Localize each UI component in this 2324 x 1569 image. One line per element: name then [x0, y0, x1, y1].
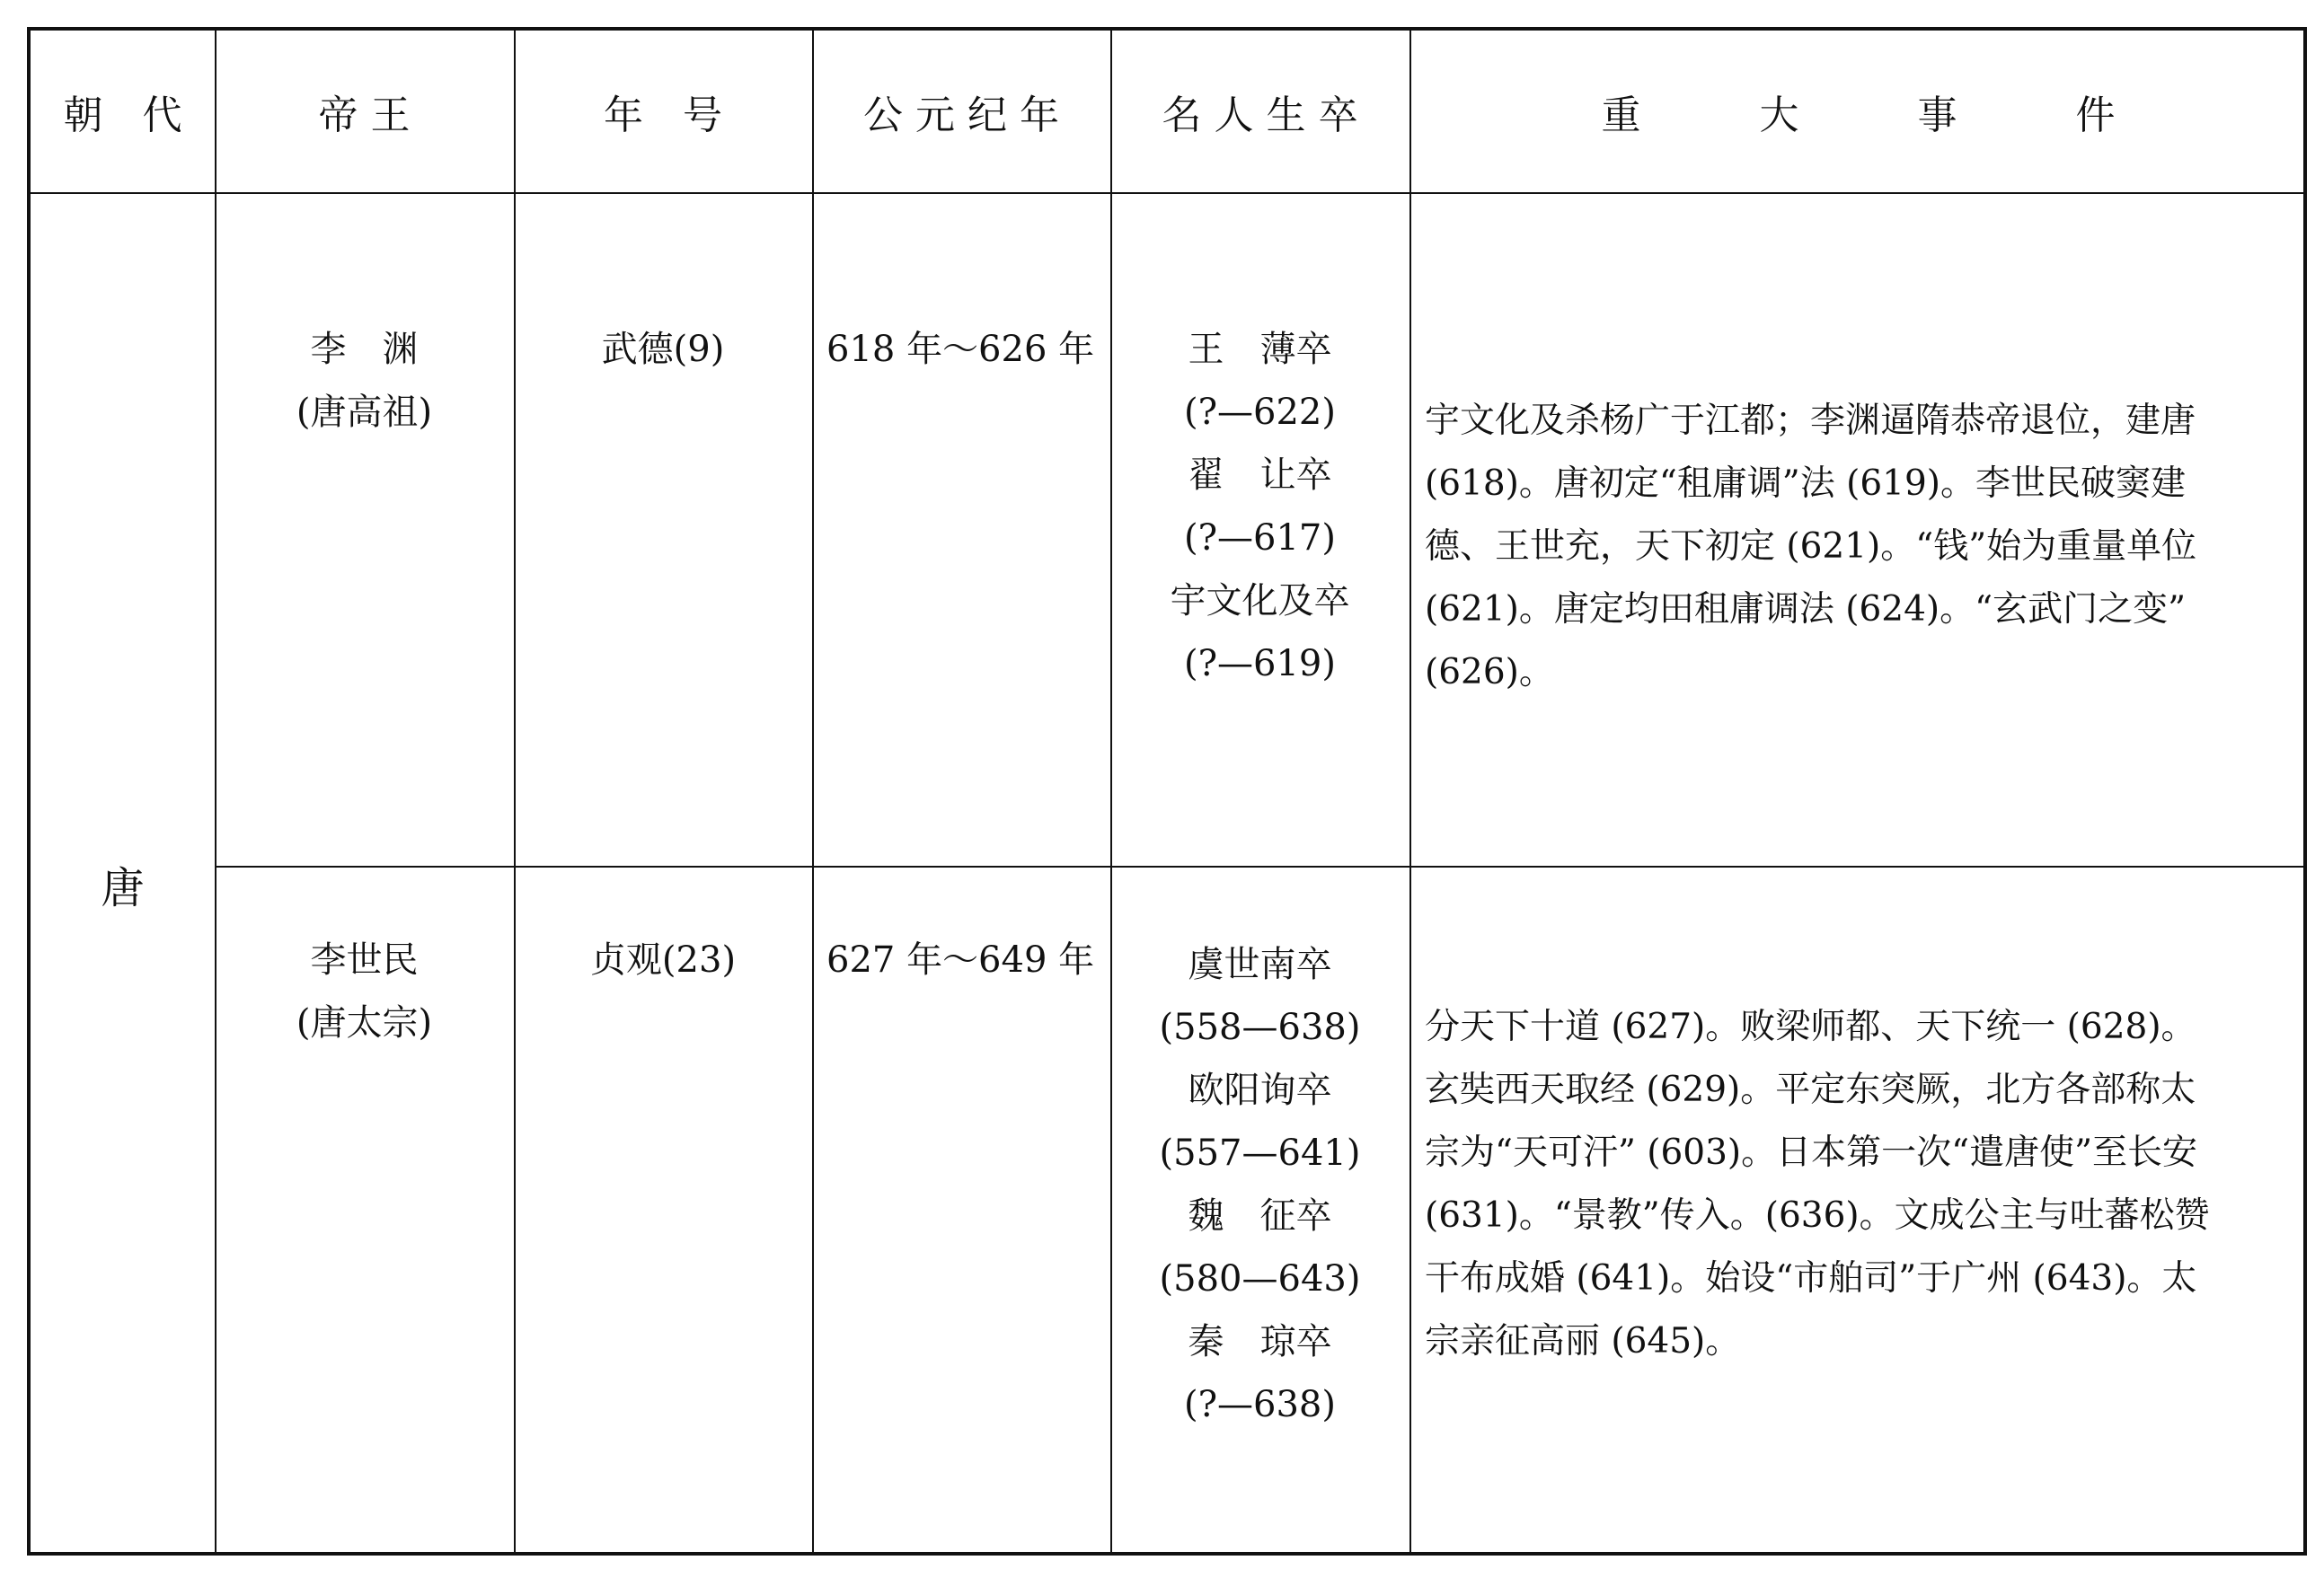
event-line: (621)。唐定均田租庸调法 (624)。“玄武门之变”: [1425, 589, 2187, 630]
column-divider: [215, 31, 216, 1552]
emperor-name: 李世民: [310, 939, 419, 981]
event-line: (631)。“景教”传入。(636)。文成公主与吐蕃松赞: [1425, 1195, 2210, 1236]
figure-line: (580—643): [1159, 1258, 1361, 1300]
figure-line: 欧阳询卒: [1188, 1070, 1332, 1111]
header-divider: [31, 192, 2303, 194]
figure-line: (?—622): [1183, 392, 1336, 433]
event-line: (618)。唐初定“租庸调”法 (619)。李世民破窦建: [1425, 463, 2187, 504]
figure-line: 魏 征卒: [1188, 1195, 1332, 1237]
year-range: 627 年～649 年: [826, 939, 1095, 981]
event-line: 宗为“天可汗” (603)。日本第一次“遣唐使”至长安: [1425, 1133, 2198, 1173]
era-name: 武德(9): [601, 329, 725, 370]
column-divider: [812, 31, 814, 1552]
event-line: 玄奘西天取经 (629)。平定东突厥，北方各部称太: [1425, 1070, 2196, 1110]
header-figures: 名 人 生 卒: [1162, 93, 1358, 138]
event-line: 德、王世充，天下初定 (621)。“钱”始为重量单位: [1425, 526, 2197, 567]
dynasty-cell: 唐: [101, 863, 145, 913]
figure-line: 虞世南卒: [1188, 944, 1332, 985]
figure-line: 翟 让卒: [1188, 454, 1332, 496]
figure-line: 秦 琼卒: [1188, 1321, 1332, 1362]
column-divider: [514, 31, 516, 1552]
figure-line: 王 薄卒: [1188, 329, 1332, 370]
header-years: 公 元 纪 年: [863, 93, 1059, 138]
emperor-title: (唐太宗): [296, 1002, 433, 1044]
figure-line: (?—617): [1183, 517, 1336, 559]
figure-line: (558—638): [1159, 1007, 1361, 1048]
events-cell: [1425, 996, 2296, 1373]
header-era: 年 号: [604, 93, 722, 138]
events-cell: [1425, 390, 2296, 704]
event-line: (626)。: [1425, 652, 1554, 692]
emperor-name: 李 渊: [310, 329, 419, 370]
chronology-table: [27, 27, 2307, 1556]
header-dynasty: 朝 代: [63, 93, 182, 138]
year-range: 618 年～626 年: [826, 329, 1095, 370]
emperor-title: (唐高祖): [296, 392, 433, 433]
figure-line: 宇文化及卒: [1170, 580, 1350, 621]
event-line: 干布成婚 (641)。始设“市舶司”于广州 (643)。太: [1425, 1258, 2197, 1299]
figure-line: (?—638): [1183, 1384, 1336, 1425]
row-divider: [215, 866, 2303, 868]
column-divider: [1409, 31, 1411, 1552]
event-line: 宇文化及杀杨广于江都；李渊逼隋恭帝退位，建唐: [1425, 401, 2196, 441]
figure-line: (?—619): [1183, 643, 1336, 684]
event-line: 宗亲征高丽 (645)。: [1425, 1321, 1741, 1362]
era-name: 贞观(23): [589, 939, 737, 981]
header-events: 重 大 事 件: [1601, 93, 2116, 138]
header-emperor: 帝 王: [318, 93, 411, 138]
event-line: 分天下十道 (627)。败梁师都、天下统一 (628)。: [1425, 1007, 2196, 1047]
figure-line: (557—641): [1159, 1133, 1361, 1174]
